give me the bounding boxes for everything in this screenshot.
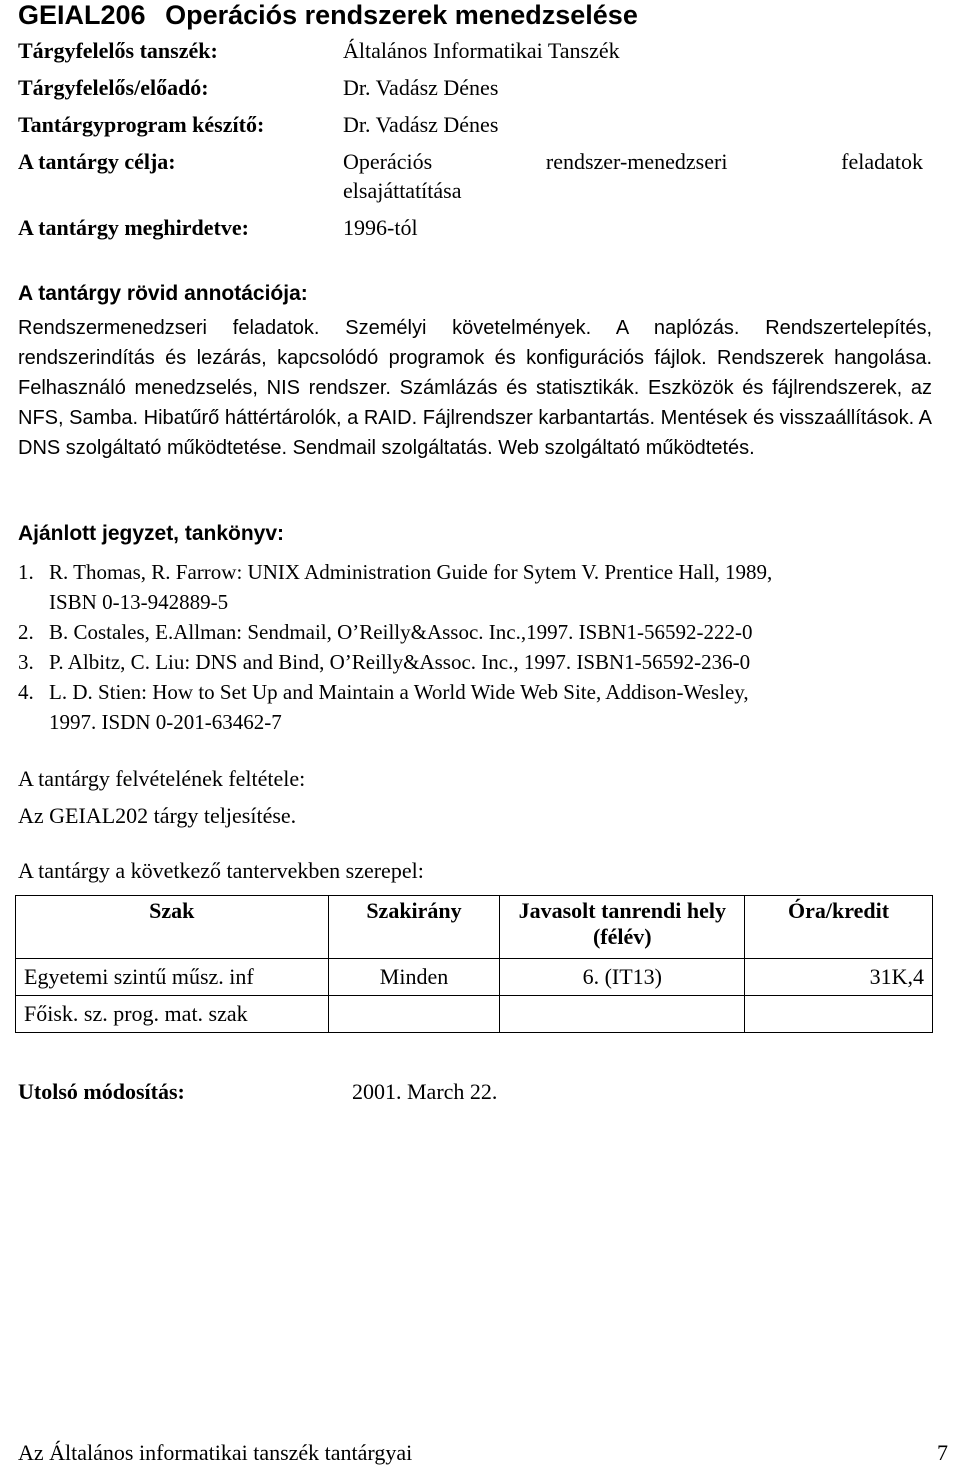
goal-word-1: Operációs: [343, 149, 433, 174]
dept-label: Tárgyfelelős tanszék:: [18, 38, 218, 63]
reference-text: P. Albitz, C. Liu: DNS and Bind, O’Reilly&Assoc. Inc., 1997. ISBN1-56592-236-0: [49, 650, 751, 674]
prerequisite-text: Az GEIAL202 tárgy teljesítése.: [18, 803, 297, 828]
lecturer-label: Tárgyfelelős/előadó:: [18, 75, 209, 100]
goal-value: [343, 149, 923, 175]
curriculum-table: [15, 895, 933, 1033]
cell-hours-credit: 31K,4: [745, 959, 933, 996]
reference-number: 1.: [18, 560, 34, 584]
announced-label: A tantárgy meghirdetve:: [18, 215, 249, 240]
references-heading: Ajánlott jegyzet, tankönyv:: [18, 522, 285, 545]
reference-text-cont: ISBN 0-13-942889-5: [49, 590, 229, 614]
reference-number: 2.: [18, 620, 34, 644]
author-value: Dr. Vadász Dénes: [343, 112, 499, 137]
cell-major: Főisk. sz. prog. mat. szak: [16, 996, 329, 1033]
goal-word-2: rendszer-menedzseri: [545, 149, 728, 174]
column-header-semester: Javasolt tanrendi hely (félév): [500, 896, 745, 959]
goal-value-line2: elsajáttatítása: [343, 178, 462, 203]
course-code: GEIAL206: [18, 0, 146, 30]
reference-text: B. Costales, E.Allman: Sendmail, O’Reilly&Assoc. Inc.,1997. ISBN1-56592-222-0: [49, 620, 753, 644]
reference-number: 4.: [18, 680, 34, 704]
annotation-text: Rendszermenedzseri feladatok. Személyi követelmények. A naplózás. Rendszertelepítés, rendszerindítás és lezárás, kapcsolódó programok és konfigurációs fájlok. Rendszerek hangolása. Felhasználó menedzselés, NIS rendszer. Számlázás és statisztikák. Eszközök és fájlrendszerek, az NFS, Samba. Hibatűrő háttértárolók, a RAID. Fájlrendszer karbantartás. Mentések és visszaállítások. A DNS szolgáltató működtetése. Sendmail szolgáltatás. Web szolgáltató működtetés.: [18, 317, 932, 459]
page-title: [18, 0, 638, 31]
column-header-hours-credit: Óra/kredit: [745, 896, 933, 959]
announced-value: 1996-tól: [343, 215, 418, 240]
modified-label: Utolsó módosítás:: [18, 1079, 185, 1104]
page-number: 7: [937, 1440, 948, 1465]
table-row: [16, 959, 933, 996]
reference-text: L. D. Stien: How to Set Up and Maintain a World Wide Web Site, Addison-Wesley,: [49, 680, 749, 704]
modified-value: 2001. March 22.: [352, 1079, 498, 1104]
footer-text: Az Általános informatikai tanszék tantárgyai: [18, 1440, 413, 1465]
table-row: [16, 996, 933, 1033]
cell-semester: [500, 996, 745, 1033]
reference-text-cont: 1997. ISDN 0-201-63462-7: [49, 710, 282, 734]
cell-specialization: Minden: [328, 959, 500, 996]
curriculum-heading: A tantárgy a következő tantervekben szerepel:: [18, 858, 424, 883]
table-header-row: [16, 896, 933, 959]
prerequisite-heading: A tantárgy felvételének feltétele:: [18, 766, 306, 791]
cell-major: Egyetemi szintű műsz. inf: [16, 959, 329, 996]
annotation-heading: A tantárgy rövid annotációja:: [18, 282, 308, 305]
column-header-specialization: Szakirány: [328, 896, 500, 959]
cell-hours-credit: [745, 996, 933, 1033]
goal-label: A tantárgy célja:: [18, 149, 176, 174]
reference-text: R. Thomas, R. Farrow: UNIX Administration Guide for Sytem V. Prentice Hall, 1989,: [49, 560, 773, 584]
lecturer-value: Dr. Vadász Dénes: [343, 75, 499, 100]
column-header-major: Szak: [16, 896, 329, 959]
course-title: Operációs rendszerek menedzselése: [165, 0, 638, 30]
dept-value: Általános Informatikai Tanszék: [343, 38, 620, 63]
author-label: Tantárgyprogram készítő:: [18, 112, 265, 137]
goal-word-3: feladatok: [841, 149, 923, 174]
cell-specialization: [328, 996, 500, 1033]
reference-number: 3.: [18, 650, 34, 674]
cell-semester: 6. (IT13): [500, 959, 745, 996]
